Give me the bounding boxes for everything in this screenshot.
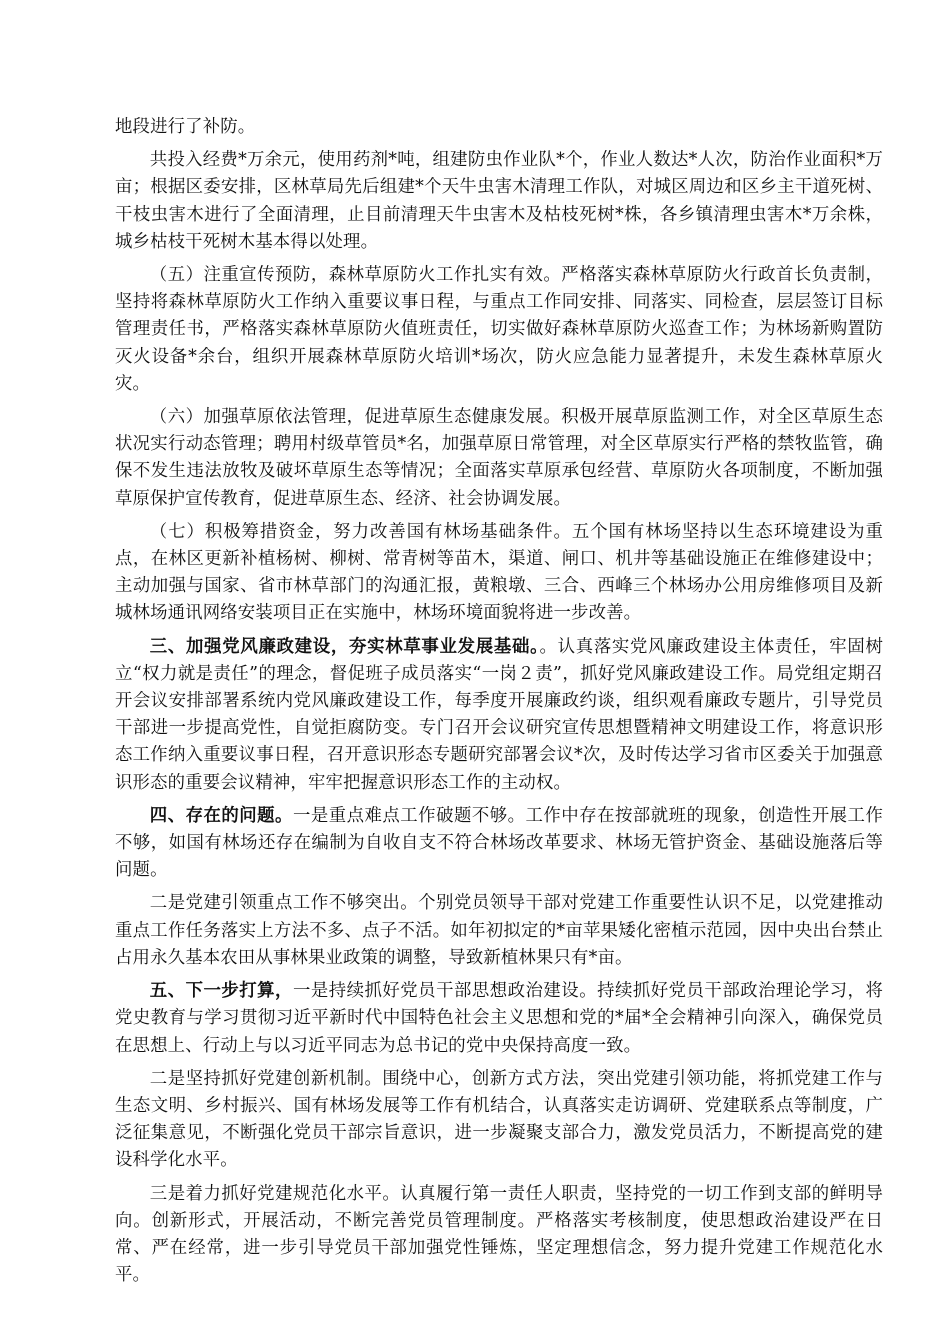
document-body [115, 114, 883, 1295]
paragraph-text: （五）注重宣传预防，森林草原防火工作扎实有效。严格落实森林草原防火行政首长负责制，坚持将森林草原防火工作纳入重要议事日程，与重点工作同安排、同落实、同检查，层层签订目标管理责任书，严格落实森林草原防火值班责任，切实做好森林草原防火巡查工作；为林场新购置防灭火设备*余台，组织开展森林草原防火培训*场次，防火应急能力显著提升，未发生森林草原火灾。 [115, 265, 883, 394]
paragraph-11 [115, 1181, 883, 1290]
paragraph-text: 共投入经费*万余元，使用药剂*吨，组建防虫作业队*个，作业人数达*人次，防治作业面积*万亩；根据区委安排，区林草局先后组建*个天牛虫害木清理工作队，对城区周边和区乡主干道死树、干枝虫害木进行了全面清理，止目前清理天牛虫害木及枯枝死树*株，各乡镇清理虫害木*万余株，城乡枯枝干死树木基本得以处理。 [115, 150, 883, 252]
paragraph-text: （六）加强草原依法管理，促进草原生态健康发展。积极开展草原监测工作，对全区草原生态状况实行动态管理；聘用村级草管员*名，加强草原日常管理，对全区草原实行严格的禁牧监管，确保不发生违法放牧及破坏草原生态等情况；全面落实草原承包经营、草原防火各项制度，不断加强草原保护宣传教育，促进草原生态、经济、社会协调发展。 [115, 407, 883, 509]
paragraph-4 [115, 404, 883, 513]
section-heading: 四、存在的问题。 [149, 805, 293, 826]
paragraph-7 [115, 803, 883, 885]
paragraph-3 [115, 262, 883, 398]
paragraph-text: 地段进行了补防。 [115, 117, 256, 137]
paragraph-text: 一是重点难点工作破题不够。工作中存在按部就班的现象，创造性开展工作不够，如国有林场还存在编制为自收自支不符合林场改革要求、林场无管护资金、基础设施落后等问题。 [115, 805, 883, 881]
paragraph-text: （七）积极筹措资金，努力改善国有林场基础条件。五个国有林场坚持以生态环境建设为重点，在林区更新补植杨树、柳树、常青树等苗木，渠道、闸口、机井等基础设施正在维修建设中；主动加强与国家、省市林草部门的沟通汇报，黄粮墩、三合、西峰三个林场办公用房维修项目及新城林场通讯网络安装项目正在实施中，林场环境面貌将进一步改善。 [115, 521, 883, 624]
paragraph-6 [115, 634, 883, 797]
section-heading: 五、下一步打算， [149, 981, 293, 1002]
paragraph-2 [115, 147, 883, 256]
paragraph-text: 。认真落实党风廉政建设主体责任，牢固树立“权力就是责任”的理念，督促班子成员落实“一岗２责”，抓好党风廉政建设工作。局党组定期召开会议安排部署系统内党风廉政建设工作，每季度开展廉政约谈，组织观看廉政专题片，引导党员干部进一步提高党性，自觉拒腐防变。专门召开会议研究宣传思想暨精神文明建设工作，将意识形态工作纳入重要议事日程，召开意识形态专题研究部署会议*次，及时传达学习省市区委关于加强意识形态的重要会议精神，牢牢把握意识形态工作的主动权。 [115, 636, 883, 793]
paragraph-8 [115, 890, 883, 972]
paragraph-10 [115, 1066, 883, 1175]
paragraph-text: 二是党建引领重点工作不够突出。个别党员领导干部对党建工作重要性认识不足，以党建推动重点工作任务落实上方法不多、点子不活。如年初拟定的*亩苹果矮化密植示范园，因中央出台禁止占用永久基本农田从事林果业政策的调整，导致新植林果只有*亩。 [115, 893, 883, 968]
section-heading: 三、加强党风廉政建设，夯实林草事业发展基础。 [149, 636, 540, 657]
paragraph-1 [115, 114, 883, 141]
paragraph-text: 二是坚持抓好党建创新机制。围绕中心，创新方式方法，突出党建引领功能，将抓党建工作与生态文明、乡村振兴、国有林场发展等工作有机结合，认真落实走访调研、党建联系点等制度，广泛征集意见，不断强化党员干部宗旨意识，进一步凝聚支部合力，激发党员活力，不断提高党的建设科学化水平。 [115, 1068, 883, 1171]
paragraph-5 [115, 519, 883, 628]
paragraph-text: 三是着力抓好党建规范化水平。认真履行第一责任人职责，坚持党的一切工作到支部的鲜明导向。创新形式，开展活动，不断完善党员管理制度。严格落实考核制度，使思想政治建设严在日常、严在经常，进一步引导党员干部加强党性锤炼，坚定理想信念，努力提升党建工作规范化水平。 [115, 1183, 883, 1286]
paragraph-9 [115, 978, 883, 1060]
paragraph-text: 一是持续抓好党员干部思想政治建设。持续抓好党员干部政治理论学习，将党史教育与学习贯彻习近平新时代中国特色社会主义思想和党的*届*全会精神引向深入，确保党员在思想上、行动上与以习近平同志为总书记的党中央保持高度一致。 [115, 981, 883, 1056]
